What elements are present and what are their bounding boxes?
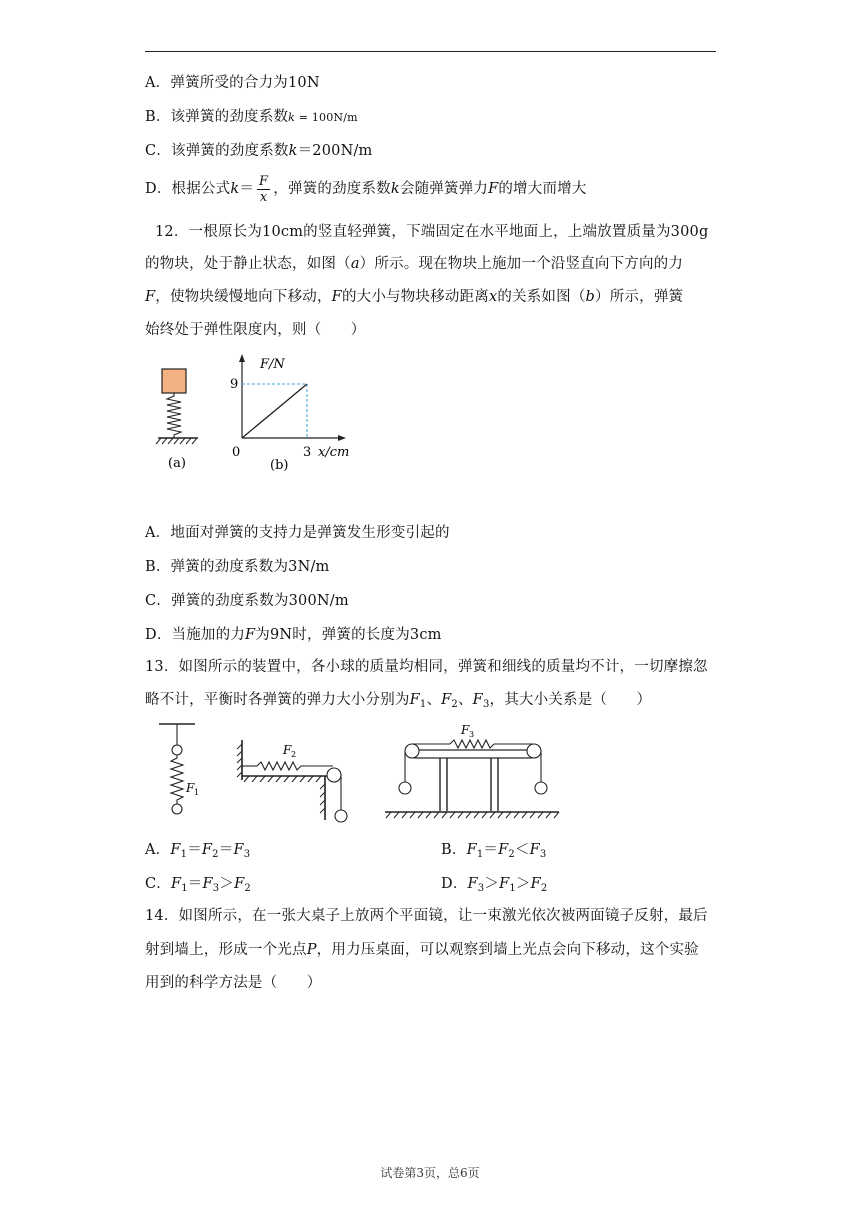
q11-option-a: A．弹簧所受的合力为10N bbox=[145, 75, 320, 91]
ball-3-right bbox=[535, 782, 547, 794]
q11-option-c: C．该弹簧的劲度系数k＝200N/m bbox=[145, 143, 373, 159]
q14-stem-line1: 14．如图所示，在一张大桌子上放两个平面镜，让一束激光依次被两面镜子反射，最后 bbox=[145, 908, 708, 924]
q13-option-c: C．$F_1=F_3>F_2$ bbox=[145, 876, 251, 894]
label-F2-sub: 2 bbox=[291, 750, 297, 759]
label-F3-sub: 3 bbox=[469, 730, 475, 739]
q13-stem-line2: 略不计，平衡时各弹簧的弹力大小分别为$F_1$、$F_2$、$F_3$，其大小关系是（ ） bbox=[145, 692, 652, 710]
ball-3-left bbox=[399, 782, 411, 794]
ball-1b bbox=[172, 804, 182, 814]
q13-option-d: D．$F_3>F_1>F_2$ bbox=[441, 876, 548, 894]
q13-option-b: B．$F_1=F_2<F_3$ bbox=[441, 842, 547, 860]
x-tick-3: 3 bbox=[303, 445, 312, 460]
block-shape bbox=[162, 369, 186, 393]
q12-stem-line1: 12．一根原长为10cm的竖直轻弹簧，下端固定在水平地面上，上端放置质量为300g bbox=[155, 224, 709, 240]
y-axis-arrow bbox=[239, 354, 245, 362]
q12-option-a: A．地面对弹簧的支持力是弹簧发生形变引起的 bbox=[145, 525, 450, 541]
origin-label: 0 bbox=[232, 445, 241, 460]
top-rule bbox=[145, 51, 716, 52]
q14-stem-line3: 用到的科学方法是（ ） bbox=[145, 975, 322, 991]
data-line bbox=[242, 384, 307, 438]
label-F3: F bbox=[461, 723, 470, 737]
label-F2: F bbox=[283, 743, 292, 757]
ball-1a bbox=[172, 745, 182, 755]
q13-option-a: A．$F_1=F_2=F_3$ bbox=[145, 842, 251, 860]
q12-stem-line4: 始终处于弹性限度内，则（ ） bbox=[145, 322, 366, 338]
y-tick-9: 9 bbox=[230, 377, 239, 392]
label-F1-sub: 1 bbox=[194, 788, 200, 797]
spring-2 bbox=[257, 762, 333, 770]
q12-figure bbox=[150, 350, 360, 475]
q11-option-d: D．根据公式k＝ $\frac{F}{x}$ ，弹簧的劲度系数k会随弹簧弹力F的增大而增大 bbox=[145, 173, 587, 205]
q11-option-b: B．该弹簧的劲度系数k = 100N/m bbox=[145, 109, 358, 125]
label-b: (b) bbox=[270, 458, 289, 473]
pulley-3-right bbox=[527, 744, 541, 758]
q12-option-b: B．弹簧的劲度系数为3N/m bbox=[145, 559, 330, 575]
pulley-2 bbox=[327, 768, 341, 782]
table3-top bbox=[415, 750, 531, 758]
y-axis-label: F/N bbox=[260, 357, 285, 372]
page-footer: 试卷第3页，总6页 bbox=[380, 1166, 480, 1180]
floor-hatch bbox=[386, 812, 559, 818]
ball-2 bbox=[335, 810, 347, 822]
x-axis-arrow bbox=[338, 435, 346, 441]
spring-3 bbox=[450, 740, 494, 748]
formula-fraction: $\frac{F}{x}$ bbox=[259, 173, 269, 205]
q14-stem-line2: 射到墙上，形成一个光点P，用力压桌面，可以观察到墙上光点会向下移动，这个实验 bbox=[145, 942, 699, 958]
q13-figure bbox=[145, 718, 565, 830]
label-a: (a) bbox=[168, 456, 186, 471]
q12-option-c: C．弹簧的劲度系数为300N/m bbox=[145, 593, 349, 609]
q12-option-d: D．当施加的力F为9N时，弹簧的长度为3cm bbox=[145, 627, 442, 643]
table-hatch bbox=[244, 776, 321, 782]
x-axis-label: x/cm bbox=[318, 445, 350, 460]
pulley-3-left bbox=[405, 744, 419, 758]
ground-hatch bbox=[156, 438, 197, 444]
q13-stem-line1: 13．如图所示的装置中，各小球的质量均相同，弹簧和细线的质量均不计，一切摩擦忽 bbox=[145, 659, 708, 675]
spring-shape bbox=[167, 393, 181, 438]
label-F1: F bbox=[186, 781, 195, 795]
q12-stem-line2: 的物块，处于静止状态，如图（a）所示。现在物块上施加一个沿竖直向下方向的力 bbox=[145, 256, 684, 272]
spring-1 bbox=[171, 755, 183, 804]
q12-stem-line3: F，使物块缓慢地向下移动，F的大小与物块移动距离x的关系如图（b）所示，弹簧 bbox=[145, 289, 684, 305]
